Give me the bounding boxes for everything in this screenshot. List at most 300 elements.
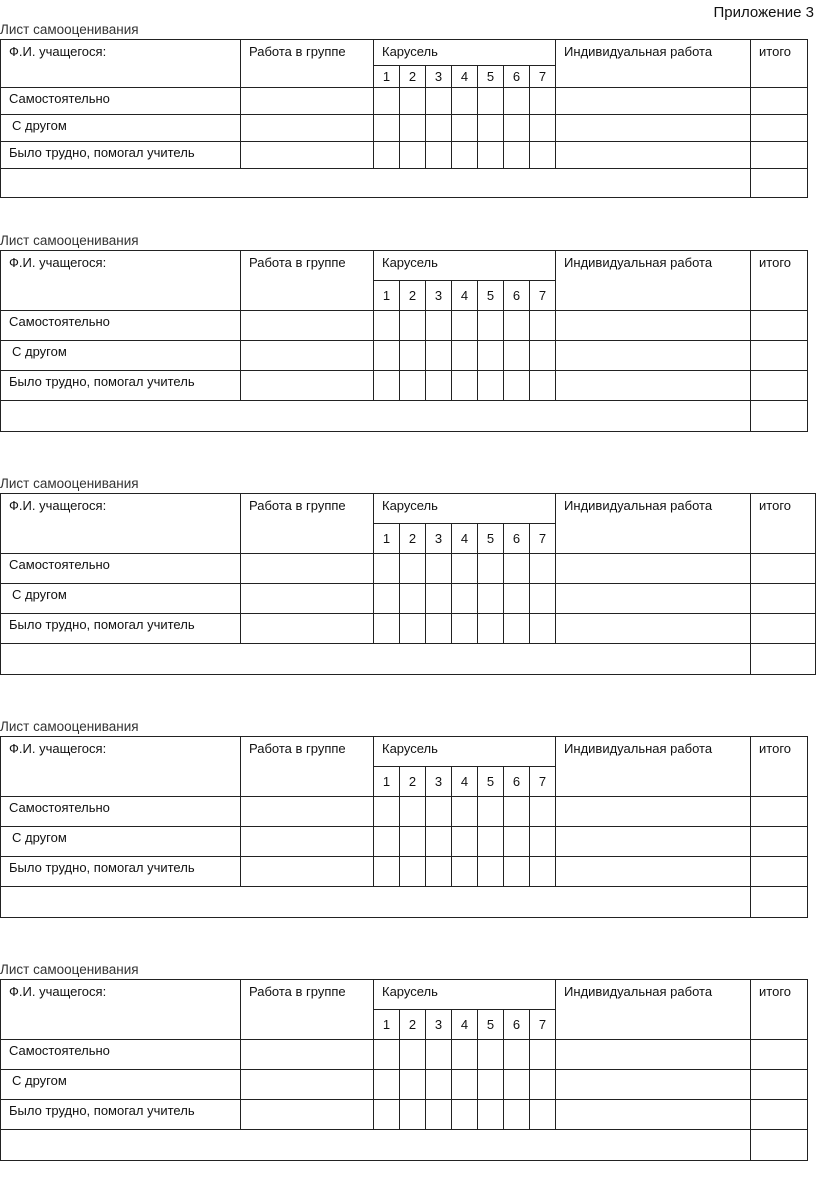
entry-cell[interactable] [426, 1040, 452, 1070]
carousel-number: 2 [408, 774, 417, 789]
entry-cell[interactable] [426, 142, 452, 169]
entry-cell[interactable] [556, 115, 751, 142]
total-header [751, 251, 808, 311]
carousel-number: 1 [382, 288, 391, 303]
entry-cell[interactable] [400, 827, 426, 857]
entry-cell[interactable] [374, 311, 400, 341]
carousel-header [374, 251, 556, 281]
carousel-number-cell [504, 1010, 530, 1040]
carousel-number-cell [426, 767, 452, 797]
entry-cell[interactable] [478, 857, 504, 887]
summary-row [1, 887, 808, 918]
carousel-number: 4 [460, 774, 469, 789]
entry-cell[interactable] [241, 584, 374, 614]
individual-work-label: Индивидуальная работа [564, 255, 713, 270]
carousel-header [374, 494, 556, 524]
entry-cell[interactable] [241, 1100, 374, 1130]
group-work-header [241, 494, 374, 554]
entry-cell[interactable] [400, 341, 426, 371]
entry-cell[interactable] [426, 827, 452, 857]
table-row [1, 857, 808, 887]
entry-cell[interactable] [426, 554, 452, 584]
entry-cell[interactable] [556, 341, 751, 371]
student-name-cell[interactable] [1, 494, 241, 554]
entry-cell[interactable] [374, 584, 400, 614]
entry-cell[interactable] [530, 827, 556, 857]
assessment-table [0, 736, 808, 918]
entry-cell[interactable] [751, 115, 808, 142]
entry-cell[interactable] [478, 1100, 504, 1130]
carousel-number-cell [400, 1010, 426, 1040]
row-label-cell [1, 371, 241, 401]
carousel-number: 4 [460, 288, 469, 303]
entry-cell[interactable] [452, 554, 478, 584]
table-row [1, 554, 816, 584]
carousel-number-cell [478, 281, 504, 311]
entry-cell[interactable] [504, 614, 530, 644]
entry-cell[interactable] [426, 371, 452, 401]
entry-cell[interactable] [374, 88, 400, 115]
entry-cell[interactable] [751, 1040, 808, 1070]
table-row [1, 88, 808, 115]
entry-cell[interactable] [426, 857, 452, 887]
entry-cell[interactable] [751, 584, 816, 614]
summary-total-cell[interactable] [751, 169, 808, 198]
entry-cell[interactable] [452, 584, 478, 614]
group-work-header [241, 980, 374, 1040]
carousel-label: Карусель [382, 741, 438, 756]
entry-cell[interactable] [478, 584, 504, 614]
entry-cell[interactable] [241, 142, 374, 169]
entry-cell[interactable] [400, 797, 426, 827]
entry-cell[interactable] [530, 142, 556, 169]
entry-cell[interactable] [241, 88, 374, 115]
row-label-cell [1, 1070, 241, 1100]
summary-entry-cell[interactable] [1, 644, 751, 675]
individual-work-header [556, 980, 751, 1040]
total-header [751, 40, 808, 88]
entry-cell[interactable] [751, 88, 808, 115]
entry-cell[interactable] [426, 311, 452, 341]
entry-cell[interactable] [452, 88, 478, 115]
entry-cell[interactable] [478, 1070, 504, 1100]
carousel-number-cell [426, 281, 452, 311]
sheet-title: Лист самооценивания [0, 233, 139, 248]
self-assessment-sheet [0, 22, 816, 198]
entry-cell[interactable] [374, 614, 400, 644]
entry-cell[interactable] [426, 614, 452, 644]
entry-cell[interactable] [452, 115, 478, 142]
student-name-cell[interactable] [1, 980, 241, 1040]
entry-cell[interactable] [504, 371, 530, 401]
carousel-label: Карусель [382, 984, 438, 999]
individual-work-label: Индивидуальная работа [564, 741, 713, 756]
entry-cell[interactable] [556, 311, 751, 341]
carousel-number-cell [400, 767, 426, 797]
entry-cell[interactable] [478, 827, 504, 857]
entry-cell[interactable] [478, 115, 504, 142]
header-row [1, 980, 808, 1010]
entry-cell[interactable] [426, 115, 452, 142]
carousel-number-cell [504, 767, 530, 797]
carousel-number: 3 [434, 69, 443, 84]
entry-cell[interactable] [751, 341, 808, 371]
entry-cell[interactable] [400, 857, 426, 887]
carousel-number-cell [478, 767, 504, 797]
entry-cell[interactable] [556, 797, 751, 827]
entry-cell[interactable] [426, 797, 452, 827]
appendix-label: Приложение 3 [713, 4, 814, 21]
entry-cell[interactable] [530, 1100, 556, 1130]
entry-cell[interactable] [504, 584, 530, 614]
entry-cell[interactable] [504, 88, 530, 115]
row-label-cell [1, 88, 241, 115]
entry-cell[interactable] [751, 827, 808, 857]
carousel-number-cell [452, 281, 478, 311]
entry-cell[interactable] [556, 88, 751, 115]
total-label: итого [759, 44, 792, 59]
table-row [1, 584, 816, 614]
entry-cell[interactable] [374, 1040, 400, 1070]
entry-cell[interactable] [452, 311, 478, 341]
entry-cell[interactable] [374, 554, 400, 584]
entry-cell[interactable] [452, 857, 478, 887]
carousel-header [374, 40, 556, 66]
entry-cell[interactable] [452, 614, 478, 644]
row-label: Самостоятельно [9, 557, 110, 572]
carousel-number-cell [426, 524, 452, 554]
entry-cell[interactable] [400, 1100, 426, 1130]
entry-cell[interactable] [241, 115, 374, 142]
entry-cell[interactable] [478, 797, 504, 827]
entry-cell[interactable] [452, 797, 478, 827]
individual-work-header [556, 40, 751, 88]
entry-cell[interactable] [241, 857, 374, 887]
entry-cell[interactable] [374, 857, 400, 887]
entry-cell[interactable] [504, 857, 530, 887]
carousel-number-cell [426, 66, 452, 88]
carousel-header [374, 980, 556, 1010]
carousel-number: 2 [408, 1017, 417, 1032]
carousel-number: 6 [512, 288, 521, 303]
carousel-number: 7 [538, 531, 547, 546]
entry-cell[interactable] [478, 1040, 504, 1070]
individual-work-label: Индивидуальная работа [564, 498, 713, 513]
carousel-number: 2 [408, 69, 417, 84]
row-label-cell [1, 311, 241, 341]
entry-cell[interactable] [400, 311, 426, 341]
entry-cell[interactable] [241, 1070, 374, 1100]
carousel-number: 1 [382, 69, 391, 84]
entry-cell[interactable] [374, 341, 400, 371]
row-label: Самостоятельно [9, 800, 110, 815]
total-header [751, 737, 808, 797]
carousel-number-cell [374, 1010, 400, 1040]
entry-cell[interactable] [751, 1070, 808, 1100]
carousel-number: 6 [512, 69, 521, 84]
entry-cell[interactable] [556, 1040, 751, 1070]
carousel-number: 6 [512, 774, 521, 789]
entry-cell[interactable] [452, 1040, 478, 1070]
entry-cell[interactable] [400, 1070, 426, 1100]
summary-row [1, 1130, 808, 1161]
carousel-number: 5 [486, 531, 495, 546]
group-work-label: Работа в группе [249, 498, 346, 513]
row-label: Было трудно, помогал учитель [9, 617, 195, 632]
entry-cell[interactable] [504, 1070, 530, 1100]
carousel-header [374, 737, 556, 767]
entry-cell[interactable] [452, 1100, 478, 1130]
summary-entry-cell[interactable] [1, 887, 751, 918]
entry-cell[interactable] [374, 827, 400, 857]
table-row [1, 142, 808, 169]
individual-work-header [556, 737, 751, 797]
carousel-number: 7 [538, 774, 547, 789]
entry-cell[interactable] [751, 311, 808, 341]
carousel-number: 5 [486, 1017, 495, 1032]
assessment-table [0, 979, 808, 1161]
header-row [1, 737, 808, 767]
entry-cell[interactable] [530, 371, 556, 401]
table-row [1, 1040, 808, 1070]
table-row [1, 371, 808, 401]
entry-cell[interactable] [426, 1070, 452, 1100]
sheet-title: Лист самооценивания [0, 962, 139, 977]
entry-cell[interactable] [400, 1040, 426, 1070]
entry-cell[interactable] [241, 341, 374, 371]
entry-cell[interactable] [374, 1100, 400, 1130]
row-label-cell [1, 115, 241, 142]
entry-cell[interactable] [241, 1040, 374, 1070]
entry-cell[interactable] [478, 88, 504, 115]
entry-cell[interactable] [530, 857, 556, 887]
assessment-table [0, 250, 808, 432]
entry-cell[interactable] [241, 311, 374, 341]
entry-cell[interactable] [504, 142, 530, 169]
entry-cell[interactable] [530, 584, 556, 614]
table-row [1, 827, 808, 857]
entry-cell[interactable] [374, 142, 400, 169]
entry-cell[interactable] [751, 371, 808, 401]
entry-cell[interactable] [374, 115, 400, 142]
entry-cell[interactable] [478, 371, 504, 401]
row-label-cell [1, 827, 241, 857]
entry-cell[interactable] [530, 1070, 556, 1100]
entry-cell[interactable] [530, 554, 556, 584]
carousel-number: 5 [486, 69, 495, 84]
entry-cell[interactable] [241, 614, 374, 644]
carousel-number: 2 [408, 288, 417, 303]
entry-cell[interactable] [751, 857, 808, 887]
entry-cell[interactable] [452, 142, 478, 169]
carousel-number: 3 [434, 1017, 443, 1032]
entry-cell[interactable] [426, 88, 452, 115]
carousel-number-cell [374, 66, 400, 88]
entry-cell[interactable] [504, 311, 530, 341]
entry-cell[interactable] [452, 1070, 478, 1100]
carousel-number: 4 [460, 1017, 469, 1032]
row-label: Самостоятельно [9, 91, 110, 106]
entry-cell[interactable] [478, 614, 504, 644]
entry-cell[interactable] [374, 371, 400, 401]
row-label-cell [1, 1100, 241, 1130]
summary-total-cell[interactable] [751, 401, 808, 432]
carousel-number: 3 [434, 774, 443, 789]
entry-cell[interactable] [241, 827, 374, 857]
table-row [1, 797, 808, 827]
student-name-label: Ф.И. учащегося: [9, 255, 107, 270]
group-work-label: Работа в группе [249, 741, 346, 756]
entry-cell[interactable] [426, 341, 452, 371]
table-row [1, 614, 816, 644]
self-assessment-sheet [0, 962, 816, 1161]
student-name-cell[interactable] [1, 737, 241, 797]
carousel-number-cell [374, 767, 400, 797]
carousel-number-cell [530, 66, 556, 88]
entry-cell[interactable] [504, 1040, 530, 1070]
entry-cell[interactable] [556, 827, 751, 857]
total-header [751, 980, 808, 1040]
carousel-number: 3 [434, 288, 443, 303]
carousel-number: 5 [486, 774, 495, 789]
entry-cell[interactable] [452, 341, 478, 371]
carousel-number-cell [530, 524, 556, 554]
entry-cell[interactable] [426, 1100, 452, 1130]
carousel-number-cell [374, 524, 400, 554]
entry-cell[interactable] [374, 797, 400, 827]
carousel-number-cell [400, 524, 426, 554]
entry-cell[interactable] [426, 584, 452, 614]
summary-entry-cell[interactable] [1, 1130, 751, 1161]
carousel-number-cell [426, 1010, 452, 1040]
table-row [1, 1070, 808, 1100]
carousel-number: 6 [512, 531, 521, 546]
row-label: Было трудно, помогал учитель [9, 145, 195, 160]
entry-cell[interactable] [556, 371, 751, 401]
entry-cell[interactable] [400, 142, 426, 169]
carousel-number: 2 [408, 531, 417, 546]
table-row [1, 311, 808, 341]
carousel-number-cell [452, 1010, 478, 1040]
entry-cell[interactable] [530, 797, 556, 827]
entry-cell[interactable] [400, 554, 426, 584]
entry-cell[interactable] [400, 115, 426, 142]
entry-cell[interactable] [504, 115, 530, 142]
summary-total-cell[interactable] [751, 887, 808, 918]
group-work-header [241, 40, 374, 88]
entry-cell[interactable] [530, 341, 556, 371]
carousel-label: Карусель [382, 498, 438, 513]
row-label: С другом [12, 830, 67, 845]
entry-cell[interactable] [530, 311, 556, 341]
entry-cell[interactable] [452, 371, 478, 401]
entry-cell[interactable] [478, 341, 504, 371]
entry-cell[interactable] [241, 797, 374, 827]
entry-cell[interactable] [751, 1100, 808, 1130]
row-label: С другом [12, 1073, 67, 1088]
entry-cell[interactable] [504, 797, 530, 827]
student-name-label: Ф.И. учащегося: [9, 984, 107, 999]
entry-cell[interactable] [374, 1070, 400, 1100]
entry-cell[interactable] [400, 584, 426, 614]
student-name-cell[interactable] [1, 40, 241, 88]
row-label-cell [1, 857, 241, 887]
entry-cell[interactable] [556, 584, 751, 614]
entry-cell[interactable] [478, 311, 504, 341]
carousel-number-cell [478, 524, 504, 554]
entry-cell[interactable] [478, 142, 504, 169]
header-row [1, 40, 808, 66]
summary-row [1, 401, 808, 432]
table-row [1, 1100, 808, 1130]
total-header [751, 494, 816, 554]
carousel-number-cell [374, 281, 400, 311]
entry-cell[interactable] [530, 614, 556, 644]
carousel-number: 1 [382, 1017, 391, 1032]
entry-cell[interactable] [452, 827, 478, 857]
entry-cell[interactable] [504, 341, 530, 371]
entry-cell[interactable] [400, 371, 426, 401]
entry-cell[interactable] [751, 614, 816, 644]
entry-cell[interactable] [556, 614, 751, 644]
carousel-number-cell [478, 66, 504, 88]
entry-cell[interactable] [504, 827, 530, 857]
row-label-cell [1, 797, 241, 827]
row-label-cell [1, 554, 241, 584]
entry-cell[interactable] [530, 1040, 556, 1070]
row-label-cell [1, 142, 241, 169]
summary-entry-cell[interactable] [1, 401, 751, 432]
entry-cell[interactable] [400, 88, 426, 115]
entry-cell[interactable] [530, 88, 556, 115]
carousel-number-cell [530, 281, 556, 311]
self-assessment-sheet [0, 476, 816, 675]
individual-work-label: Индивидуальная работа [564, 44, 713, 59]
assessment-table [0, 39, 808, 198]
entry-cell[interactable] [556, 554, 751, 584]
carousel-number: 5 [486, 288, 495, 303]
carousel-number: 1 [382, 774, 391, 789]
entry-cell[interactable] [241, 371, 374, 401]
row-label-cell [1, 341, 241, 371]
entry-cell[interactable] [504, 1100, 530, 1130]
entry-cell[interactable] [751, 142, 808, 169]
entry-cell[interactable] [556, 1100, 751, 1130]
group-work-label: Работа в группе [249, 44, 346, 59]
entry-cell[interactable] [556, 1070, 751, 1100]
entry-cell[interactable] [504, 554, 530, 584]
summary-entry-cell[interactable] [1, 169, 751, 198]
summary-total-cell[interactable] [751, 644, 816, 675]
self-assessment-sheet [0, 719, 816, 918]
row-label: Самостоятельно [9, 1043, 110, 1058]
entry-cell[interactable] [751, 797, 808, 827]
entry-cell[interactable] [400, 614, 426, 644]
row-label: С другом [12, 344, 67, 359]
entry-cell[interactable] [556, 857, 751, 887]
summary-total-cell[interactable] [751, 1130, 808, 1161]
entry-cell[interactable] [556, 142, 751, 169]
entry-cell[interactable] [530, 115, 556, 142]
student-name-label: Ф.И. учащегося: [9, 44, 107, 59]
entry-cell[interactable] [241, 554, 374, 584]
carousel-number: 4 [460, 69, 469, 84]
student-name-cell[interactable] [1, 251, 241, 311]
entry-cell[interactable] [751, 554, 816, 584]
entry-cell[interactable] [478, 554, 504, 584]
row-label: Было трудно, помогал учитель [9, 1103, 195, 1118]
sheet-title: Лист самооценивания [0, 719, 139, 734]
